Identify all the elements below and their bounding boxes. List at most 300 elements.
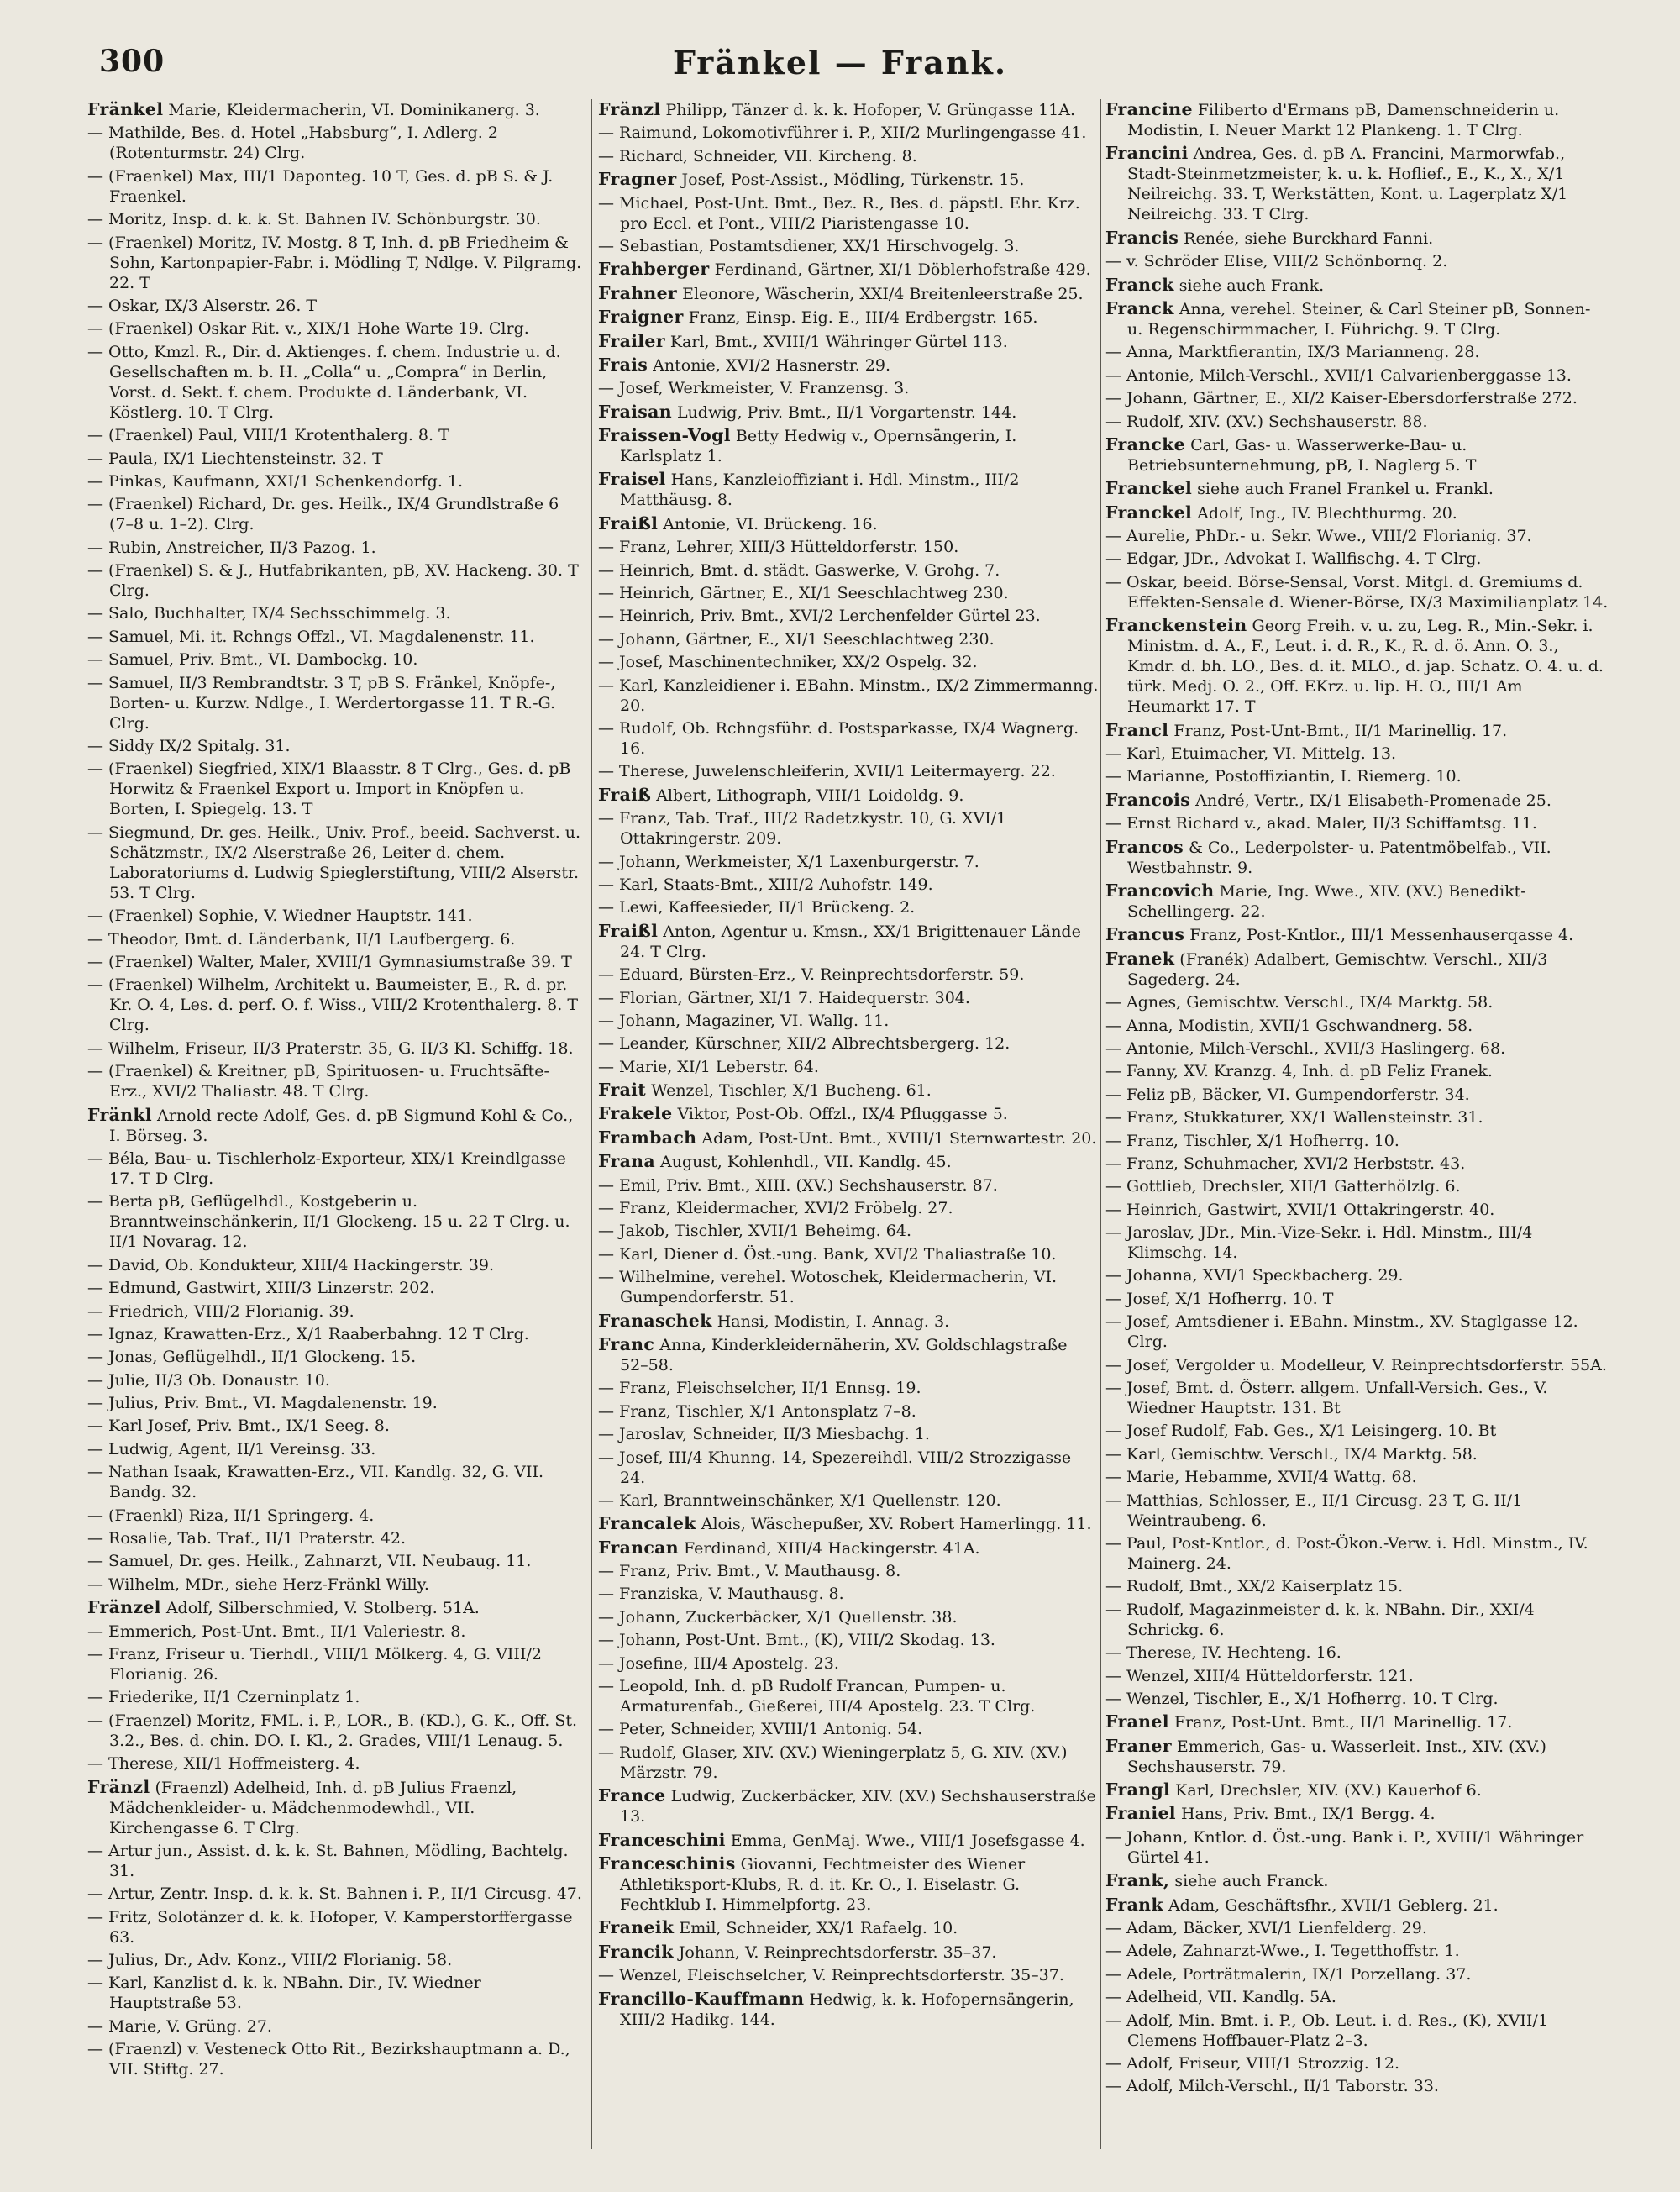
entry-text: Franz, Post-Unt-Bmt., II/1 Marinellig. 17. (1173, 721, 1508, 740)
entry-text: Ludwig, Priv. Bmt., II/1 Vorgartenstr. 144. (676, 402, 1017, 422)
directory-entry (598, 1128, 1099, 1149)
entry-text: — Adolf, Min. Bmt. i. P., Ob. Leut. i. d. Res., (K), XVII/1 Clemens Hoffbauer-Platz 2–3. (1105, 2011, 1548, 2050)
entry-text: — Siegmund, Dr. ges. Heilk., Univ. Prof., beeid. Sachverst. u. Schätzmstr., IX/2 Alserstraße 26, Leiter d. chem. Laboratoriums d. Ludwig Spieglerstiftung, VIII/2 Alserstr. 53. T Clrg. (87, 823, 581, 902)
entry-text: — (Fraenkel) S. & J., Hutfabrikanten, pB, XV. Hackeng. 30. T Clrg. (87, 561, 579, 601)
directory-entry (598, 1057, 1099, 1077)
entry-text: — Karl, Diener d. Öst.-ung. Bank, XVI/2 Thaliastraße 10. (598, 1244, 1057, 1264)
directory-entry (598, 1830, 1099, 1851)
directory-entry (598, 785, 1099, 806)
entry-text: — Julius, Priv. Bmt., VI. Magdalenenstr. 19. (87, 1394, 438, 1413)
entry-text: — Johanna, XVI/1 Speckbacherg. 29. (1105, 1266, 1404, 1285)
entry-text: — David, Ob. Kondukteur, XIII/4 Hackingerstr. 39. (87, 1255, 495, 1275)
directory-entry (87, 1061, 585, 1101)
directory-entry (598, 1424, 1099, 1444)
directory-entry (598, 583, 1099, 603)
running-head: Fränkel — Frank. (672, 44, 1008, 81)
entry-text: — Julius, Dr., Adv. Konz., VIII/2 Florianig. 58. (87, 1951, 453, 1970)
entry-text: — Julie, II/3 Ob. Donaustr. 10. (87, 1370, 330, 1390)
directory-entry (1105, 2076, 1609, 2096)
entry-surname: Frakele (598, 1103, 673, 1124)
entry-surname: Franceschini (598, 1829, 726, 1850)
entry-text: — Heinrich, Gärtner, E., XI/1 Seeschlachtweg 230. (598, 584, 1009, 603)
entry-text: — Samuel, II/3 Rembrandtstr. 3 T, pB S. Fränkel, Knöpfe-, Borten- u. Kurzw. Ndlge., I. Werdertorgasse 11. T R.-G. Clrg. (87, 673, 556, 733)
entry-text: — (Fraenkel) & Kreitner, pB, Spirituosen- u. Fruchtsäfte-Erz., XVI/2 Thaliastr. 48. T Clrg. (87, 1062, 549, 1101)
directory-entry (87, 166, 585, 207)
entry-text: — Eduard, Bürsten-Erz., V. Reinprechtsdorferstr. 59. (598, 965, 1025, 985)
entry-text: Filiberto d'Ermans pB, Damenschneiderin u. Modistin, I. Neuer Markt 12 Plankeng. 1. T Clrg. (1127, 101, 1560, 139)
directory-entry (1105, 1576, 1609, 1596)
directory-entry (1105, 949, 1609, 990)
entry-text: Franz, Post-Kntlor., III/1 Messenhauserqasse 4. (1189, 926, 1574, 945)
directory-entry (87, 649, 585, 670)
directory-entry (598, 1221, 1099, 1241)
directory-entry (598, 146, 1099, 166)
directory-entry (598, 1244, 1099, 1264)
directory-entry (1105, 1736, 1609, 1777)
entry-text: — Rudolf, XIV. (XV.) Sechshauserstr. 88. (1105, 412, 1428, 431)
entry-text: — Jakob, Tischler, XVII/1 Beheimg. 64. (598, 1222, 911, 1241)
directory-entry (87, 233, 585, 293)
column-divider (1100, 99, 1101, 2149)
directory-entry (1105, 1222, 1609, 1263)
entry-text: — Adele, Porträtmalerin, IX/1 Porzellang. 37. (1105, 1964, 1472, 1984)
directory-entry (598, 675, 1099, 716)
directory-entry (87, 1301, 585, 1322)
directory-entry (598, 1942, 1099, 1963)
entry-text: Anna, Kinderkleidernäherin, XV. Goldschlagstraße 52–58. (620, 1335, 1068, 1375)
directory-entry (1105, 1918, 1609, 1938)
entry-text: — Michael, Post-Unt. Bmt., Bez. R., Bes. d. päpstl. Ehr. Krz. pro Eccl. et Pont., VIII/2 Piaristengasse 10. (598, 193, 1080, 233)
directory-entry (598, 1267, 1099, 1307)
directory-entry (1105, 2053, 1609, 2074)
entry-text: — Agnes, Gemischtw. Verschl., IX/4 Marktg. 58. (1105, 993, 1494, 1012)
entry-text: — Salo, Buchhalter, IX/4 Sechsschimmelg. 3. (87, 604, 451, 623)
entry-text: — Franz, Tischler, X/1 Hofherrg. 10. (1105, 1131, 1399, 1150)
directory-entry (598, 355, 1099, 376)
directory-entry (1105, 1200, 1609, 1220)
directory-entry (87, 1841, 585, 1881)
directory-entry (1105, 1131, 1609, 1151)
directory-entry (598, 331, 1099, 352)
directory-entry (87, 1191, 585, 1252)
directory-entry (1105, 1016, 1609, 1036)
directory-entry (598, 1630, 1099, 1650)
directory-entry (1105, 615, 1609, 717)
entry-text: — Moritz, Insp. d. k. k. St. Bahnen IV. Schönburgstr. 30. (87, 210, 541, 229)
entry-text: — Anna, Marktfierantin, IX/3 Marianneng. 28. (1105, 343, 1480, 362)
directory-entry (1105, 766, 1609, 786)
entry-text: — (Fraenkel) Siegfried, XIX/1 Blaasstr. 8 T Clrg., Ges. d. pB Horwitz & Fraenkel Export u. Import in Knöpfen u. Borten, I. Spiegelg. 13. T (87, 760, 571, 819)
entry-text: — Siddy IX/2 Spitalg. 31. (87, 737, 291, 756)
directory-entry (1105, 1421, 1609, 1441)
entry-text: Karl, Drechsler, XIV. (XV.) Kauerhof 6. (1175, 1781, 1482, 1800)
entry-text: — (Fraenkel) Paul, VIII/1 Krotenthalerg. 8. T (87, 426, 449, 445)
directory-entry (598, 988, 1099, 1008)
directory-entry (1105, 1490, 1609, 1531)
entry-text: siehe auch Franel Frankel u. Frankl. (1197, 480, 1494, 499)
entry-text: — Rudolf, Bmt., XX/2 Kaiserplatz 15. (1105, 1577, 1404, 1596)
directory-entry (1105, 1941, 1609, 1961)
directory-entry (87, 1278, 585, 1298)
entry-text: Ludwig, Zuckerbäcker, XIV. (XV.) Sechshauserstraße 13. (620, 1787, 1096, 1827)
directory-entry (87, 296, 585, 316)
directory-entry (598, 965, 1099, 985)
entry-surname: Francovich (1105, 880, 1215, 901)
directory-entry (87, 99, 585, 120)
directory-entry (87, 494, 585, 534)
entry-text: — Therese, Juwelenschleiferin, XVII/1 Leitermayerg. 22. (598, 762, 1056, 781)
entry-text: — Franz, Fleischselcher, II/1 Ennsg. 19. (598, 1379, 921, 1398)
directory-entry (598, 425, 1099, 466)
entry-text: — Marie, XI/1 Leberstr. 64. (598, 1057, 819, 1076)
entry-text: — Berta pB, Geflügelhdl., Kostgeberin u. Branntweinschänkerin, II/1 Glockeng. 15 u. 22 T Clrg. u. II/1 Novarag. 12. (87, 1192, 570, 1252)
directory-entry (598, 1311, 1099, 1332)
directory-entry (87, 736, 585, 756)
directory-entry (1105, 1107, 1609, 1128)
entry-text: — Wenzel, XIII/4 Hütteldorferstr. 121. (1105, 1666, 1414, 1685)
entry-text: — Antonie, Milch-Verschl., XVII/3 Haslingerg. 68. (1105, 1038, 1506, 1058)
entry-surname: Francine (1105, 99, 1193, 119)
directory-entry (598, 169, 1099, 190)
entry-text: André, Vertr., IX/1 Elisabeth-Promenade 25. (1195, 791, 1551, 810)
directory-entry (87, 1347, 585, 1367)
entry-text: — Franz, Stukkaturer, XX/1 Wallensteinstr. 31. (1105, 1108, 1483, 1128)
directory-entry (1105, 1803, 1609, 1824)
entry-text: — Jaroslav, Schneider, II/3 Miesbachg. 1. (598, 1425, 930, 1444)
directory-entry (87, 1973, 585, 2013)
directory-entry (87, 1462, 585, 1502)
entry-text: Marie, Kleidermacherin, VI. Dominikanerg. 3. (168, 101, 540, 119)
column-1 (87, 99, 585, 2166)
directory-entry (87, 2039, 585, 2079)
directory-entry (1105, 1061, 1609, 1081)
entry-text: Hedwig, k. k. Hofopernsängerin, XIII/2 Hadikg. 144. (620, 1990, 1074, 2029)
entry-surname: Francl (1105, 719, 1169, 740)
entry-text: (Fraenzl) Adelheid, Inh. d. pB Julius Fraenzl, Mädchenkleider- u. Mädchenmodewhdl., VII. Kirchengasse 6. T Clrg. (109, 1778, 517, 1837)
entry-text: — Josef, Bmt. d. Österr. allgem. Unfall-Versich. Ges., V. Wiedner Hauptstr. 131. Bt (1105, 1379, 1548, 1418)
directory-entry (87, 1439, 585, 1459)
entry-text: — Florian, Gärtner, XI/1 7. Haidequerstr. 304. (598, 988, 970, 1007)
directory-entry (87, 603, 585, 623)
entry-text: — Franziska, V. Mauthausg. 8. (598, 1585, 844, 1604)
entry-text: — Emmerich, Post-Unt. Bmt., II/1 Valeriestr. 8. (87, 1622, 466, 1641)
directory-entry (87, 952, 585, 972)
entry-text: — Paula, IX/1 Liechtensteinstr. 32. T (87, 449, 383, 468)
directory-entry (1105, 388, 1609, 408)
entry-text: Georg Freih. v. u. zu, Leg. R., Min.-Sekr. i. Ministm. d. A., F., Leut. i. d. R., K., R. d. ö. Ann. O. 3., Kmdr. d. bh. LO., Bes. d. it. MLO., d. jap. Schatz. O. 4. u. d. türk. Medj. O. 2., Off. EKrz. u. lip. H. O., III/1 Am Heumarkt 17. T (1127, 617, 1604, 717)
directory-entry (87, 975, 585, 1035)
directory-entry (1105, 1085, 1609, 1105)
entry-text: Alois, Wäschepußer, XV. Robert Hamerlingg. 11. (701, 1515, 1092, 1534)
directory-entry (87, 318, 585, 339)
entry-text: — Peter, Schneider, XVIII/1 Antonig. 54. (598, 1720, 923, 1739)
entry-text: — Adolf, Friseur, VIII/1 Strozzig. 12. (1105, 2054, 1400, 2073)
directory-entry (598, 513, 1099, 534)
entry-surname: Francis (1105, 227, 1179, 248)
entry-text: — Johann, Post-Unt. Bmt., (K), VIII/2 Skodag. 13. (598, 1631, 995, 1650)
directory-entry (1105, 1355, 1609, 1375)
directory-entry (1105, 342, 1609, 362)
entry-text: — Rudolf, Glaser, XIV. (XV.) Wieningerplatz 5, G. XIV. (XV.) Märzstr. 79. (598, 1743, 1068, 1782)
entry-surname: Fraisan (598, 401, 672, 422)
entry-text: Hansi, Modistin, I. Annag. 3. (717, 1312, 950, 1331)
entry-text: — Johann, Zuckerbäcker, X/1 Quellenstr. 38. (598, 1607, 958, 1627)
entry-surname: Francus (1105, 924, 1185, 945)
entry-text: Josef, Post-Assist., Mödling, Türkenstr. 15. (681, 171, 1025, 190)
directory-entry (87, 471, 585, 491)
entry-text: — (Fraenzel) Moritz, FML. i. P., LOR., B. (KD.), G. K., Off. St. 3.2., Bes. d. chin. DO. I. Kl., 2. Grades, VIII/1 Lenaug. 5. (87, 1711, 578, 1750)
entry-surname: Franckenstein (1105, 615, 1247, 636)
entry-surname: Frait (598, 1080, 647, 1101)
entry-text: — (Fraenkel) Oskar Rit. v., XIX/1 Hohe Warte 19. Clrg. (87, 319, 529, 339)
entry-text: — Karl, Kanzlist d. k. k. NBahn. Dir., IV. Wiedner Hauptstraße 53. (87, 1974, 481, 2013)
entry-text: — Therese, XII/1 Hoffmeisterg. 4. (87, 1754, 360, 1774)
entry-surname: Frahberger (598, 259, 710, 280)
entry-surname: Fragner (598, 169, 677, 190)
entry-surname: Franek (1105, 948, 1175, 969)
directory-entry (1105, 143, 1609, 224)
directory-entry (1105, 1711, 1609, 1732)
directory-entry (1105, 880, 1609, 922)
entry-text: — Friederike, II/1 Czerninplatz 1. (87, 1688, 360, 1707)
directory-entry (598, 1198, 1099, 1218)
entry-text: — Samuel, Mi. it. Rchngs Offzl., VI. Magdalenenstr. 11. (87, 627, 535, 646)
directory-entry (87, 560, 585, 601)
entry-text: — Leopold, Inh. d. pB Rudolf Francan, Pumpen- u. Armaturenfab., Gießerei, III/4 Apostelg. 23. T Clrg. (598, 1677, 1036, 1716)
directory-entry (598, 1785, 1099, 1827)
directory-entry (87, 2016, 585, 2037)
directory-entry (87, 1370, 585, 1390)
entry-surname: Francos (1105, 836, 1184, 857)
entry-surname: Franck (1105, 274, 1174, 295)
directory-entry (1105, 298, 1609, 339)
directory-entry (87, 538, 585, 558)
entry-text: Adolf, Ing., IV. Blechthurmg. 20. (1197, 503, 1457, 523)
entry-text: — (Fraenzl) v. Vesteneck Otto Rit., Bezirkshauptmann a. D., VII. Stiftg. 27. (87, 2040, 570, 2079)
entry-text: Anton, Agentur u. Kmsn., XX/1 Brigittenauer Lände 24. T Clrg. (620, 922, 1081, 961)
entry-text: — Ludwig, Agent, II/1 Vereinsg. 33. (87, 1439, 376, 1459)
entry-surname: Franck (1105, 297, 1174, 318)
directory-entry (1105, 1289, 1609, 1309)
entry-surname: Fraißl (598, 513, 659, 534)
entry-text: — Ignaz, Krawatten-Erz., X/1 Raaberbahng. 12 T Clrg. (87, 1324, 529, 1343)
entry-text: — Rudolf, Ob. Rchngsführ. d. Postsparkasse, IX/4 Wagnerg. 16. (598, 718, 1079, 758)
directory-entry (598, 1719, 1099, 1739)
directory-entry (87, 1506, 585, 1526)
entry-surname: Francke (1105, 434, 1186, 455)
entry-text: — Marie, V. Grüng. 27. (87, 2016, 272, 2036)
entry-text: — v. Schröder Elise, VIII/2 Schönbornq. 2. (1105, 252, 1448, 271)
entry-text: — Franz, Kleidermacher, XVI/2 Fröbelg. 27. (598, 1199, 953, 1218)
directory-entry (598, 1676, 1099, 1716)
entry-text: — Johann, Kntlor. d. Öst.-ung. Bank i. P., XVIII/1 Währinger Gürtel 41. (1105, 1827, 1584, 1867)
entry-text: — Lewi, Kaffeesieder, II/1 Brückeng. 2. (598, 898, 916, 917)
entry-text: Betty Hedwig v., Opernsängerin, I. Karlsplatz 1. (620, 427, 1017, 466)
directory-entry (1105, 1312, 1609, 1352)
entry-text: Anna, verehel. Steiner, & Carl Steiner pB, Sonnen- u. Regenschirmmacher, I. Führichg. 9. T Clrg. (1127, 299, 1591, 339)
entry-text: Arnold recte Adolf, Ges. d. pB Sigmund Kohl & Co., I. Börseg. 3. (109, 1106, 574, 1145)
entry-surname: Franceschinis (598, 1853, 736, 1874)
entry-surname: Frana (598, 1151, 655, 1172)
directory-entry (598, 1561, 1099, 1581)
entry-text: — (Fraenkel) Moritz, IV. Mostg. 8 T, Inh. d. pB Friedheim & Sohn, Kartonpapier-Fabr. i. Mödling T, Ndlge. V. Pilgramg. 22. T (87, 233, 582, 292)
directory-entry (1105, 1987, 1609, 2007)
directory-entry (598, 1401, 1099, 1422)
entry-surname: Fränkl (87, 1104, 152, 1125)
entry-text: — Rudolf, Magazinmeister d. k. k. NBahn. Dir., XXI/4 Schrickg. 6. (1105, 1600, 1535, 1639)
directory-entry (598, 99, 1099, 120)
directory-entry (598, 1378, 1099, 1398)
entry-text: — Karl, Branntweinschänker, X/1 Quellenstr. 120. (598, 1490, 1001, 1510)
entry-text: — Rosalie, Tab. Traf., II/1 Praterstr. 42. (87, 1529, 407, 1548)
directory-entry (598, 1448, 1099, 1488)
entry-text: — Wenzel, Tischler, E., X/1 Hofherrg. 10. T Clrg. (1105, 1689, 1499, 1708)
entry-text: — Josef, Amtsdiener i. EBahn. Minstm., XV. Staglgasse 12. Clrg. (1105, 1312, 1578, 1352)
entry-text: — Gottlieb, Drechsler, XII/1 Gatterhölzlg. 6. (1105, 1177, 1461, 1196)
directory-entry (87, 1597, 585, 1618)
entry-text: — (Fraenkl) Riza, II/1 Springerg. 4. (87, 1506, 375, 1525)
entry-text: Adam, Geschäftsfhr., XVII/1 Geblerg. 21. (1168, 1895, 1499, 1915)
directory-entry (598, 378, 1099, 398)
directory-entry (87, 209, 585, 229)
entry-text: — Fritz, Solotänzer d. k. k. Hofoper, V. Kamperstorffergasse 63. (87, 1907, 573, 1947)
directory-entry (1105, 526, 1609, 546)
directory-entry (598, 1513, 1099, 1534)
entry-surname: Francan (598, 1537, 679, 1558)
directory-entry (598, 1743, 1099, 1783)
entry-surname: Fraiß (598, 784, 652, 805)
directory-entry (87, 759, 585, 819)
entry-text: Hans, Priv. Bmt., IX/1 Bergg. 4. (1180, 1805, 1436, 1824)
entry-text: — Adolf, Milch-Verschl., II/1 Taborstr. 33. (1105, 2077, 1439, 2096)
directory-entry (87, 627, 585, 647)
entry-text: — Raimund, Lokomotivführer i. P., XII/2 Murlingengasse 41. (598, 124, 1087, 143)
entry-surname: Frambach (598, 1127, 697, 1148)
directory-entry (1105, 1666, 1609, 1686)
entry-text: — Josef, III/4 Khunng. 14, Spezereihdl. VIII/2 Strozzigasse 24. (598, 1448, 1072, 1487)
entry-text: Antonie, VI. Brückeng. 16. (663, 514, 878, 534)
entry-text: — Johann, Gärtner, E., XI/1 Seeschlachtweg 230. (598, 629, 995, 649)
directory-entry (1105, 1870, 1609, 1891)
entry-text: Viktor, Post-Ob. Offzl., IX/4 Pfluggasse 5. (677, 1105, 1008, 1124)
directory-entry (598, 921, 1099, 962)
entry-text: — Béla, Bau- u. Tischlerholz-Exporteur, XIX/1 Kreindlgasse 17. T D Clrg. (87, 1149, 566, 1188)
entry-text: — Karl, Kanzleidiener i. EBahn. Minstm., IX/2 Zimmermanng. 20. (598, 675, 1099, 715)
directory-entry (87, 1255, 585, 1275)
directory-entry (87, 1907, 585, 1948)
directory-entry (598, 1490, 1099, 1511)
directory-entry (1105, 412, 1609, 432)
directory-entry (598, 897, 1099, 917)
directory-entry (598, 1538, 1099, 1559)
directory-entry (598, 1584, 1099, 1604)
entry-surname: Franer (1105, 1735, 1172, 1756)
entry-text: — (Fraenkel) Max, III/1 Daponteg. 10 T, Ges. d. pB S. & J. Fraenkel. (87, 166, 554, 206)
entry-text: — Franz, Schuhmacher, XVI/2 Herbststr. 43. (1105, 1154, 1466, 1173)
entry-text: — Karl Josef, Priv. Bmt., IX/1 Seeg. 8. (87, 1417, 390, 1436)
entry-text: — Marianne, Postoffiziantin, I. Riemerg. 10. (1105, 767, 1462, 786)
entry-surname: Frangl (1105, 1779, 1171, 1800)
entry-surname: Francillo-Kauffmann (598, 1988, 805, 2009)
entry-text: — Fanny, XV. Kranzg. 4, Inh. d. pB Feliz Franek. (1105, 1062, 1493, 1081)
directory-entry (598, 1011, 1099, 1031)
directory-entry (87, 906, 585, 926)
entry-text: — Pinkas, Kaufmann, XXI/1 Schenkendorfg. 1. (87, 471, 464, 491)
directory-entry (1105, 1895, 1609, 1916)
directory-entry (598, 629, 1099, 649)
entry-text: — Marie, Hebamme, XVII/4 Wattg. 68. (1105, 1468, 1417, 1487)
entry-surname: Franckel (1105, 502, 1193, 523)
directory-entry (87, 1950, 585, 1970)
directory-entry (1105, 1265, 1609, 1285)
directory-entry (1105, 1643, 1609, 1663)
entry-text: — Aurelie, PhDr.- u. Sekr. Wwe., VIII/2 Florianig. 37. (1105, 527, 1532, 546)
entry-text: — Adelheid, VII. Kandlg. 5A. (1105, 1988, 1336, 2007)
entry-surname: Francini (1105, 143, 1189, 164)
entry-text: — Karl, Staats-Bmt., XIII/2 Auhofstr. 149. (598, 875, 933, 894)
entry-text: — Nathan Isaak, Krawatten-Erz., VII. Kandlg. 32, G. VII. Bandg. 32. (87, 1463, 544, 1502)
directory-entry (1105, 1176, 1609, 1196)
entry-surname: Francalek (598, 1513, 696, 1534)
entry-text: Carl, Gas- u. Wasserwerke-Bau- u. Betriebsunternehmung, pB, I. Naglerg 5. T (1127, 435, 1477, 475)
directory-entry (598, 718, 1099, 759)
directory-entry (1105, 251, 1609, 271)
entry-surname: Frais (598, 354, 648, 375)
entry-text: — Johann, Magaziner, VI. Wallg. 11. (598, 1011, 890, 1030)
entry-text: — Antonie, Milch-Verschl., XVII/1 Calvarienberggasse 13. (1105, 365, 1572, 385)
entry-surname: Frahner (598, 282, 678, 303)
entry-text: Eleonore, Wäscherin, XXI/4 Breitenleerstraße 25. (682, 284, 1084, 303)
directory-entry (87, 1777, 585, 1838)
entry-surname: Franeik (598, 1917, 675, 1938)
directory-entry (598, 1917, 1099, 1938)
directory-entry (598, 283, 1099, 304)
directory-entry (598, 1989, 1099, 2030)
entry-surname: Franiel (1105, 1803, 1176, 1824)
directory-entry (598, 875, 1099, 895)
directory-entry (598, 1607, 1099, 1627)
entry-surname: France (598, 1785, 666, 1806)
entry-text: — Johann, Werkmeister, X/1 Laxenburgerstr. 7. (598, 852, 979, 871)
entry-text: — Josefine, III/4 Apostelg. 23. (598, 1653, 839, 1673)
entry-text: Albert, Lithograph, VIII/1 Loidoldg. 9. (656, 786, 964, 805)
directory-entry (598, 1853, 1099, 1915)
entry-surname: Francois (1105, 789, 1191, 810)
directory-entry (1105, 549, 1609, 569)
directory-entry (1105, 228, 1609, 249)
entry-text: — Franz, Priv. Bmt., V. Mauthausg. 8. (598, 1562, 901, 1581)
entry-text: (Franék) Adalbert, Gemischtw. Verschl., XII/3 Sagederg. 24. (1127, 949, 1548, 989)
entry-text: — Richard, Schneider, VII. Kircheng. 8. (598, 146, 917, 166)
entry-text: — Artur, Zentr. Insp. d. k. k. St. Bahnen i. P., II/1 Circusg. 47. (87, 1884, 582, 1904)
directory-entry (1105, 1779, 1609, 1800)
entry-surname: Fränzl (598, 99, 661, 119)
directory-entry (598, 1965, 1099, 1985)
directory-entry (1105, 478, 1609, 499)
entry-text: — Theodor, Bmt. d. Länderbank, II/1 Laufbergerg. 6. (87, 929, 516, 949)
entry-text: — (Fraenkel) Sophie, V. Wiedner Hauptstr. 141. (87, 907, 473, 926)
directory-entry (1105, 1467, 1609, 1487)
entry-text: — Artur jun., Assist. d. k. k. St. Bahnen, Mödling, Bachtelg. 31. (87, 1841, 569, 1880)
directory-entry (598, 808, 1099, 849)
entry-text: Emma, GenMaj. Wwe., VIII/1 Josefsgasse 4. (730, 1831, 1085, 1850)
entry-surname: Fränkel (87, 99, 164, 119)
directory-entry (87, 1393, 585, 1413)
directory-entry (1105, 99, 1609, 140)
directory-entry (1105, 744, 1609, 764)
entry-text: — Oskar, beeid. Börse-Sensal, Vorst. Mitgl. d. Gremiums d. Effekten-Sensale d. Wiener-Börse, IX/3 Maximilianplatz 14. (1105, 572, 1609, 612)
entry-surname: Fraisel (598, 469, 666, 490)
